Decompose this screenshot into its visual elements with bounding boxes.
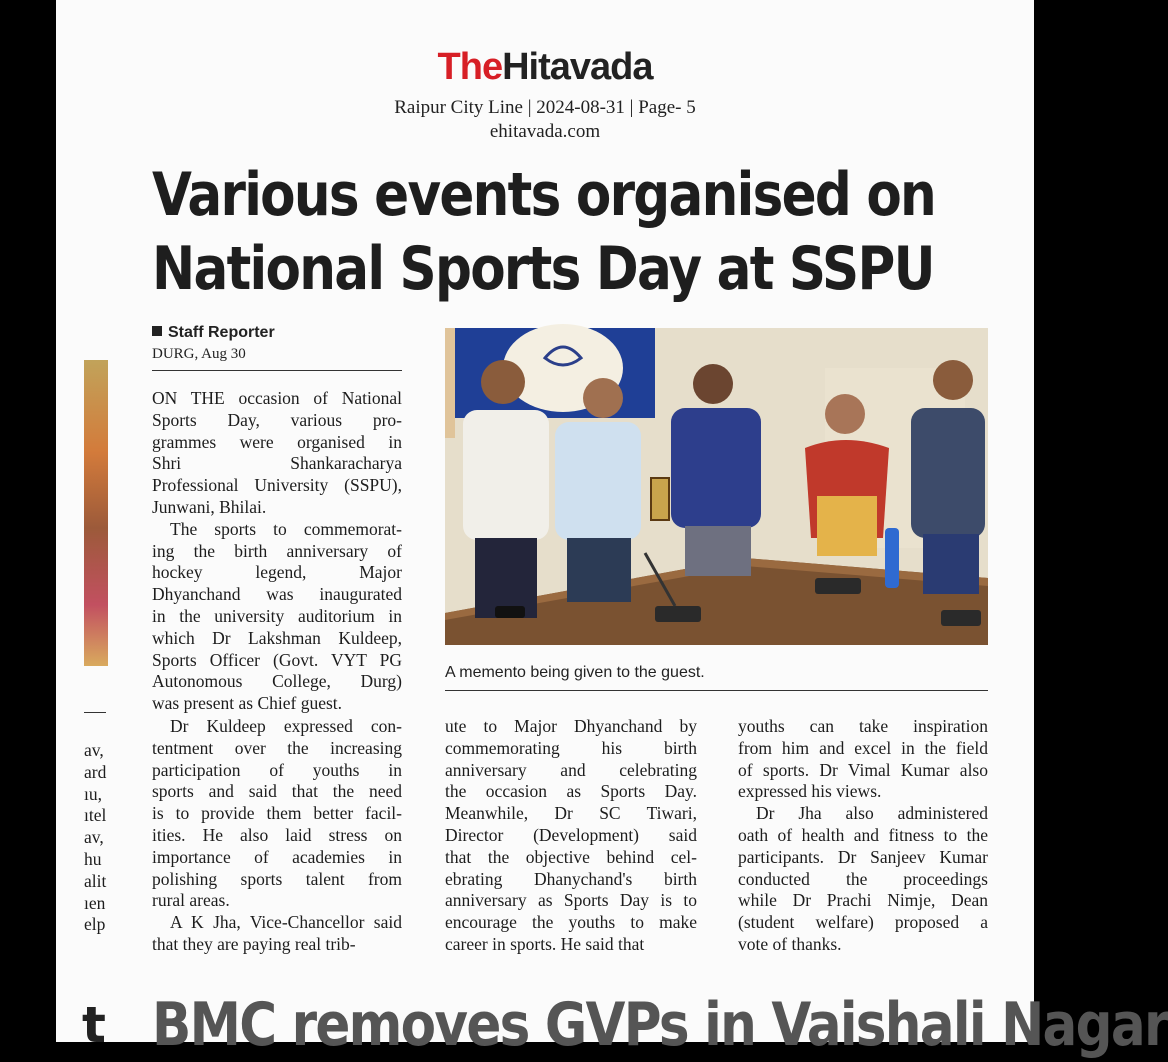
newspaper-page <box>56 0 1168 1060</box>
text-line: The sports to commemorat- <box>170 518 402 539</box>
caption-divider <box>445 690 988 691</box>
next-article-fragment: t <box>82 996 106 1054</box>
edition-info: Raipur City Line | 2024-08-31 | Page- 5 <box>394 97 696 118</box>
logo-the: The <box>437 46 503 88</box>
text-line: commemorating his birth <box>445 737 697 758</box>
text-line: participants. Dr Sanjeev Kumar <box>738 846 988 867</box>
byline-divider <box>152 370 402 371</box>
article-photo <box>445 328 988 645</box>
text-line: expressed his views. <box>738 781 882 802</box>
byline-square-icon <box>152 326 162 336</box>
text-line: anniversary as Sports Day is to <box>445 890 697 911</box>
text-line: Dr Jha also administered <box>756 803 988 824</box>
text-line: the occasion as Sports Day. <box>445 781 697 802</box>
text-line: hockey legend, Major <box>152 562 402 583</box>
text-line: Meanwhile, Dr SC Tiwari, <box>445 803 697 824</box>
text-line: ıtel <box>84 805 107 826</box>
text-line: was present as Chief guest. <box>152 693 343 714</box>
text-line: ute to Major Dhyanchand by <box>445 716 697 736</box>
text-line: alit <box>84 870 107 891</box>
text-line: Dr Kuldeep expressed con- <box>170 716 402 736</box>
adjacent-photo-fragment <box>84 360 108 666</box>
text-line: Dhyanchand was inaugurated <box>152 584 402 605</box>
byline-author: Staff Reporter <box>168 324 275 341</box>
text-line: ıen <box>84 892 106 913</box>
text-line: career in sports. He said that <box>445 933 645 954</box>
headline-line-1: Various events organised on <box>152 160 936 230</box>
article-column-1 <box>152 388 402 715</box>
text-line: av, <box>84 740 104 760</box>
next-article-headline: BMC removes GVPs in Vaishali Nagar <box>152 990 1168 1060</box>
text-line: hu <box>84 848 102 869</box>
photo-caption: A memento being given to the guest. <box>445 664 705 681</box>
text-line: ities. He also laid stress on <box>152 824 402 845</box>
text-line: which Dr Lakshman Kuldeep, <box>152 627 402 648</box>
text-line: ON THE occasion of National <box>152 388 402 408</box>
logo-hitavada: Hitavada <box>502 46 653 88</box>
text-line: rural areas. <box>152 890 230 911</box>
text-line: youths can take inspiration <box>738 716 988 736</box>
text-line: sports and said that the need <box>152 781 402 802</box>
website-link: ehitavada.com <box>489 121 601 142</box>
text-line: tentment over the increasing <box>152 737 402 758</box>
text-line: Sports Day, various pro- <box>152 409 402 430</box>
text-line: vote of thanks. <box>738 933 842 954</box>
article-column-2 <box>445 716 697 956</box>
text-line: that the objective behind cel- <box>445 846 697 867</box>
masthead-logo <box>56 44 1034 90</box>
article-column-3 <box>738 716 988 956</box>
text-line: while Dr Prachi Nimje, Dean <box>738 890 988 911</box>
text-line: is to provide them better facil- <box>152 803 402 824</box>
text-line: importance of academies in <box>152 846 402 867</box>
text-line: in the university auditorium in <box>152 605 402 626</box>
article-headline <box>152 158 936 306</box>
text-line: ebrating Dhanychand's birth <box>445 868 697 889</box>
adjacent-column-fragment <box>84 740 110 936</box>
text-line: conducted the proceedings <box>738 868 988 889</box>
text-line: that they are paying real trib- <box>152 933 356 954</box>
text-line: of sports. Dr Vimal Kumar also <box>738 759 988 780</box>
byline <box>152 324 402 342</box>
text-line: polishing sports talent from <box>152 868 402 889</box>
dateline: DURG, Aug 30 <box>152 346 246 362</box>
text-line: Sports Officer (Govt. VYT PG <box>152 649 402 670</box>
text-line: from him and excel in the field <box>738 737 988 758</box>
text-line: Director (Development) said <box>445 824 697 845</box>
text-line: (student welfare) proposed a <box>738 912 988 933</box>
article-column-1-lower <box>152 716 402 956</box>
text-line: elp <box>84 914 106 935</box>
text-line: grammes were organised in <box>152 431 402 452</box>
text-line: ard <box>84 761 107 782</box>
text-line: participation of youths in <box>152 759 402 780</box>
adjacent-divider <box>84 712 106 713</box>
text-line: Autonomous College, Durg) <box>152 671 402 692</box>
text-line: av, <box>84 827 104 848</box>
text-line: ıu, <box>84 783 102 804</box>
text-line: anniversary and celebrating <box>445 759 697 780</box>
text-line: oath of health and fitness to the <box>738 824 988 845</box>
text-line: Professional University (SSPU), <box>152 475 402 496</box>
text-line: A K Jha, Vice-Chancellor said <box>170 912 402 933</box>
text-line: Shri Shankaracharya <box>152 453 402 474</box>
text-line: Junwani, Bhilai. <box>152 496 267 517</box>
text-line: encourage the youths to make <box>445 912 697 933</box>
headline-line-2: National Sports Day at SSPU <box>152 234 934 304</box>
text-line: ing the birth anniversary of <box>152 540 402 561</box>
